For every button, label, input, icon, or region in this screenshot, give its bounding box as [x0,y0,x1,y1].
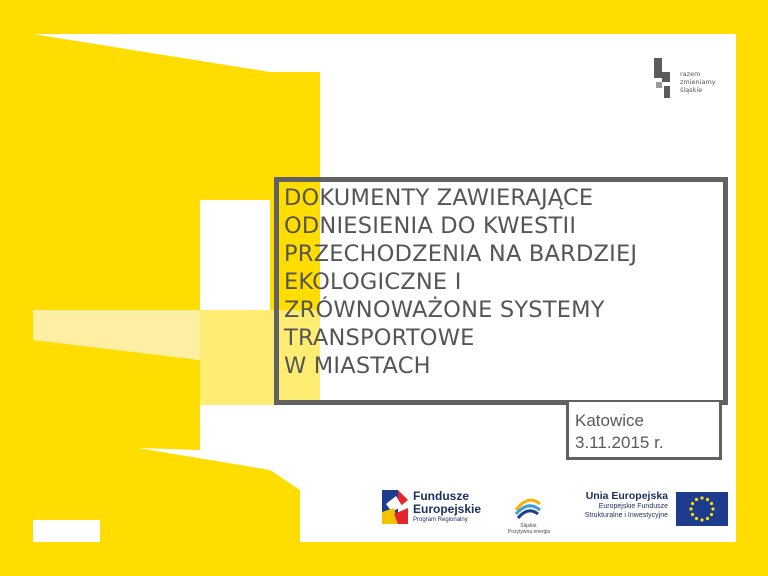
top-logo-line-3: śląskie [680,86,703,94]
ue-line-1: Unia Europejska [585,490,668,502]
fundusze-europejskie-text [413,490,481,524]
slaskie-logo-text [504,523,554,535]
top-logo-line-2: zmieniamy [680,78,716,86]
razem-zmieniamy-slaskie-logo [652,56,732,106]
slaskie-mark-icon [652,56,676,100]
fe-line-3: Program Regionalny [413,517,468,523]
title-line-7: W MIASTACH [284,353,431,379]
place-date [575,410,664,454]
fe-line-1: Fundusze [413,489,469,503]
ue-line-2: Europejskie Fundusze [598,503,668,510]
title-line-4: EKOLOGICZNE I [284,269,462,295]
eu-flag-icon [676,492,728,526]
slaskie-pozytywna-energia-icon [512,490,544,522]
fe-line-2: Europejskie [413,502,482,516]
top-logo-line-1: razem [680,70,701,78]
slaskie-line-2: Pozytywna energia [507,529,551,535]
title-line-2: ODNIESIENIA DO KWESTII [284,213,577,239]
fundusze-europejskie-icon [380,486,410,526]
title-line-6: TRANSPORTOWE [284,325,475,351]
ue-line-3: Strukturalne i Inwestycyjne [584,512,668,519]
title-line-5: ZRÓWNOWAŻONE SYSTEMY [284,297,605,323]
slaskie-line-1: Śląskie. [520,523,538,529]
date-label: 3.11.2015 r. [575,433,664,452]
top-logo-text [680,70,716,94]
place-label: Katowice [575,411,644,430]
slide-title [284,184,724,380]
unia-europejska-text [556,490,668,520]
title-line-3: PRZECHODZENIA NA BARDZIEJ [284,241,638,267]
title-line-1: DOKUMENTY ZAWIERAJĄCE [284,185,594,211]
